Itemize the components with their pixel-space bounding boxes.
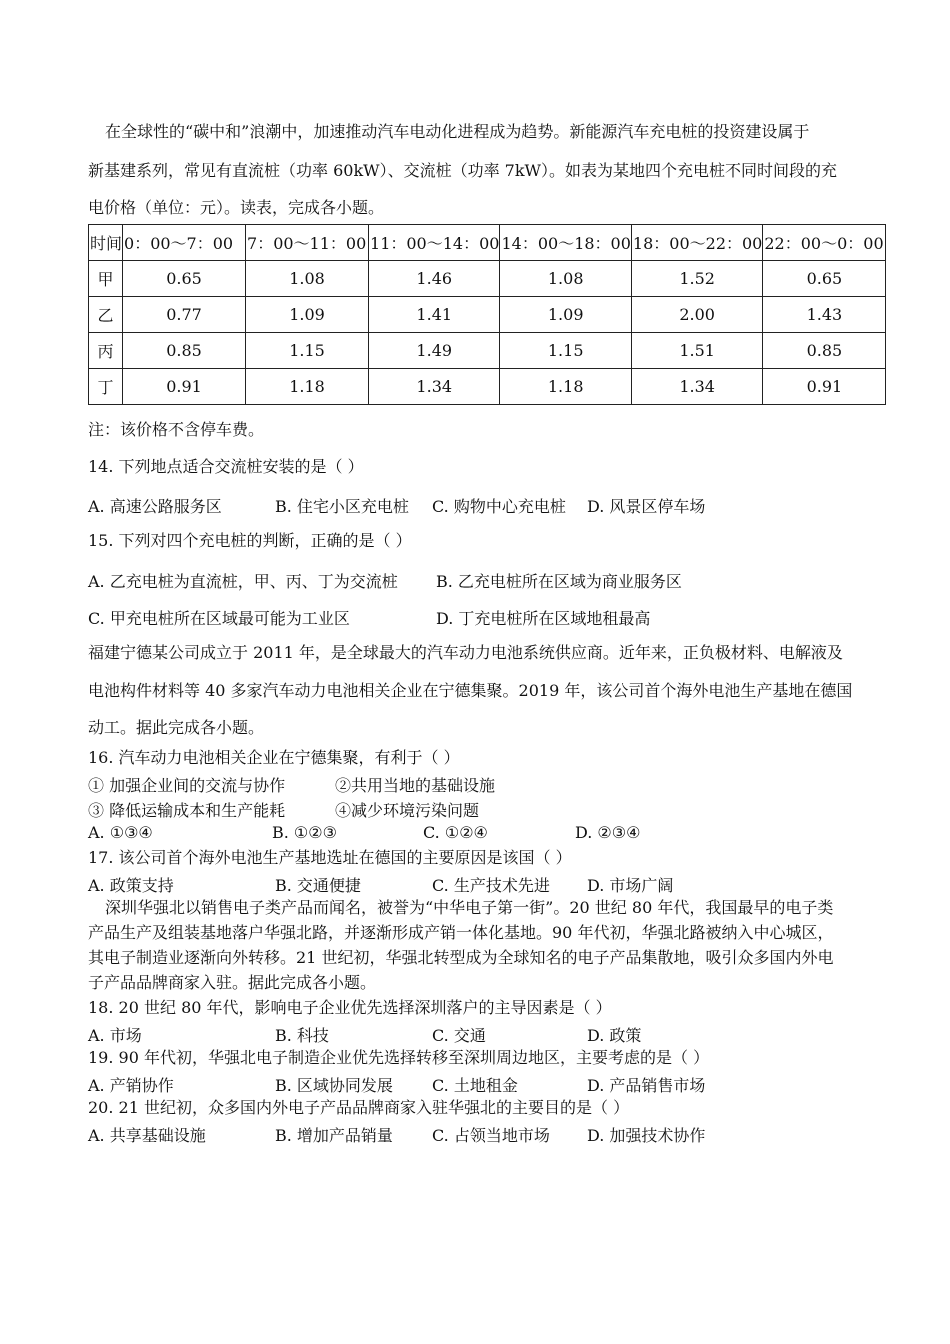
question-15-option-d[interactable]: D. 丁充电桩所在区域地租最高	[436, 609, 651, 628]
question-16-option-c[interactable]: C. ①②④	[423, 823, 488, 842]
question-19-option-b[interactable]: B. 区域协同发展	[275, 1076, 393, 1095]
table-cell: 1.18	[246, 369, 369, 405]
table-cell: 0.77	[123, 297, 246, 333]
table-cell: 1.34	[369, 369, 500, 405]
passage1-line3: 电价格（单位：元）。读表，完成各小题。	[88, 198, 385, 217]
question-16-option-a[interactable]: A. ①③④	[88, 823, 153, 842]
passage2-line1: 福建宁德某公司成立于 2011 年，是全球最大的汽车动力电池系统供应商。近年来，正负极材料、电解液及	[88, 643, 843, 662]
question-18-option-a[interactable]: A. 市场	[88, 1026, 142, 1045]
table-header-cell: 22：00～0：00	[763, 225, 886, 261]
question-15-option-b[interactable]: B. 乙充电桩所在区域为商业服务区	[436, 572, 682, 591]
question-14-stem: 14. 下列地点适合交流桩安装的是（ ）	[88, 457, 364, 476]
table-cell: 0.65	[763, 261, 886, 297]
table-cell: 丙	[89, 333, 123, 369]
table-cell: 2.00	[631, 297, 762, 333]
table-cell: 丁	[89, 369, 123, 405]
question-17-option-c[interactable]: C. 生产技术先进	[432, 876, 550, 895]
table-row	[89, 261, 886, 297]
question-14-option-a[interactable]: A. 高速公路服务区	[88, 497, 222, 516]
table-cell: 0.65	[123, 261, 246, 297]
question-16-option-b[interactable]: B. ①②③	[272, 823, 337, 842]
table-row	[89, 297, 886, 333]
table-cell: 1.41	[369, 297, 500, 333]
table-cell: 1.09	[246, 297, 369, 333]
table-header-cell: 0：00～7：00	[123, 225, 246, 261]
passage1-line1: 在全球性的“碳中和”浪潮中，加速推动汽车电动化进程成为趋势。新能源汽车充电桩的投资建设属于	[105, 122, 810, 141]
table-cell: 1.08	[500, 261, 631, 297]
question-15-option-c[interactable]: C. 甲充电桩所在区域最可能为工业区	[88, 609, 350, 628]
question-18-stem: 18. 20 世纪 80 年代，影响电子企业优先选择深圳落户的主导因素是（ ）	[88, 998, 612, 1017]
question-15-stem: 15. 下列对四个充电桩的判断，正确的是（ ）	[88, 531, 412, 550]
table-note: 注：该价格不含停车费。	[88, 420, 265, 439]
table-header-cell: 11：00～14：00	[369, 225, 500, 261]
question-19-option-c[interactable]: C. 土地租金	[432, 1076, 518, 1095]
question-14-option-c[interactable]: C. 购物中心充电桩	[432, 497, 566, 516]
question-20-option-b[interactable]: B. 增加产品销量	[275, 1126, 393, 1145]
question-16-stem: 16. 汽车动力电池相关企业在宁德集聚，有利于（ ）	[88, 748, 460, 767]
table-cell: 1.46	[369, 261, 500, 297]
question-17-option-a[interactable]: A. 政策支持	[88, 876, 174, 895]
table-cell: 0.91	[123, 369, 246, 405]
question-17-option-b[interactable]: B. 交通便捷	[275, 876, 361, 895]
table-cell: 1.15	[246, 333, 369, 369]
question-18-option-c[interactable]: C. 交通	[432, 1026, 486, 1045]
passage3-line2: 产品生产及组装基地落户华强北路，并逐渐形成产销一体化基地。90 年代初，华强北路被纳入中心城区，	[88, 923, 834, 942]
question-16-option-d[interactable]: D. ②③④	[575, 823, 641, 842]
question-17-option-d[interactable]: D. 市场广阔	[587, 876, 674, 895]
passage2-line2: 电池构件材料等 40 多家汽车动力电池相关企业在宁德集聚。2019 年，该公司首个海外电池生产基地在德国	[88, 681, 853, 700]
table-cell: 1.08	[246, 261, 369, 297]
table-header-cell: 18：00～22：00	[631, 225, 762, 261]
question-14-option-b[interactable]: B. 住宅小区充电桩	[275, 497, 409, 516]
table-header-cell: 14：00～18：00	[500, 225, 631, 261]
passage3-line4: 子产品品牌商家入驻。据此完成各小题。	[88, 973, 377, 992]
question-17-stem: 17. 该公司首个海外电池生产基地选址在德国的主要原因是该国（ ）	[88, 848, 572, 867]
price-table	[88, 224, 886, 405]
question-19-stem: 19. 90 年代初，华强北电子制造企业优先选择转移至深圳周边地区，主要考虑的是（ ）	[88, 1048, 710, 1067]
question-15-option-a[interactable]: A. 乙充电桩为直流桩，甲、丙、丁为交流桩	[88, 572, 398, 591]
question-20-stem: 20. 21 世纪初，众多国内外电子产品品牌商家入驻华强北的主要目的是（ ）	[88, 1098, 630, 1117]
table-header-row	[89, 225, 886, 261]
table-cell: 1.09	[500, 297, 631, 333]
passage3-line1: 深圳华强北以销售电子类产品而闻名，被誉为“中华电子第一街”。20 世纪 80 年代，我国最早的电子类	[105, 898, 834, 917]
table-cell: 1.34	[631, 369, 762, 405]
question-20-option-a[interactable]: A. 共享基础设施	[88, 1126, 206, 1145]
question-20-option-d[interactable]: D. 加强技术协作	[587, 1126, 706, 1145]
table-cell: 乙	[89, 297, 123, 333]
table-header-cell: 时间	[89, 225, 123, 261]
table-cell: 0.85	[123, 333, 246, 369]
question-16-item-3: ③ 降低运输成本和生产能耗	[88, 801, 286, 820]
table-cell: 1.51	[631, 333, 762, 369]
question-16-item-2: ②共用当地的基础设施	[335, 776, 496, 795]
table-header-cell: 7：00～11：00	[246, 225, 369, 261]
table-cell: 0.91	[763, 369, 886, 405]
table-row	[89, 333, 886, 369]
table-cell: 1.18	[500, 369, 631, 405]
question-18-option-d[interactable]: D. 政策	[587, 1026, 642, 1045]
table-row	[89, 369, 886, 405]
table-cell: 1.43	[763, 297, 886, 333]
question-18-option-b[interactable]: B. 科技	[275, 1026, 329, 1045]
table-cell: 1.15	[500, 333, 631, 369]
question-20-option-c[interactable]: C. 占领当地市场	[432, 1126, 550, 1145]
table-cell: 1.52	[631, 261, 762, 297]
table-cell: 甲	[89, 261, 123, 297]
table-cell: 1.49	[369, 333, 500, 369]
question-16-item-4: ④减少环境污染问题	[335, 801, 480, 820]
table-cell: 0.85	[763, 333, 886, 369]
passage2-line3: 动工。据此完成各小题。	[88, 718, 265, 737]
question-14-option-d[interactable]: D. 风景区停车场	[587, 497, 706, 516]
question-19-option-d[interactable]: D. 产品销售市场	[587, 1076, 706, 1095]
question-19-option-a[interactable]: A. 产销协作	[88, 1076, 174, 1095]
passage3-line3: 其电子制造业逐渐向外转移。21 世纪初，华强北转型成为全球知名的电子产品集散地，吸引众多国内外电	[88, 948, 834, 967]
passage1-line2: 新基建系列，常见有直流桩（功率 60kW）、交流桩（功率 7kW）。如表为某地四个充电桩不同时间段的充	[88, 161, 837, 180]
question-16-item-1: ① 加强企业间的交流与协作	[88, 776, 286, 795]
